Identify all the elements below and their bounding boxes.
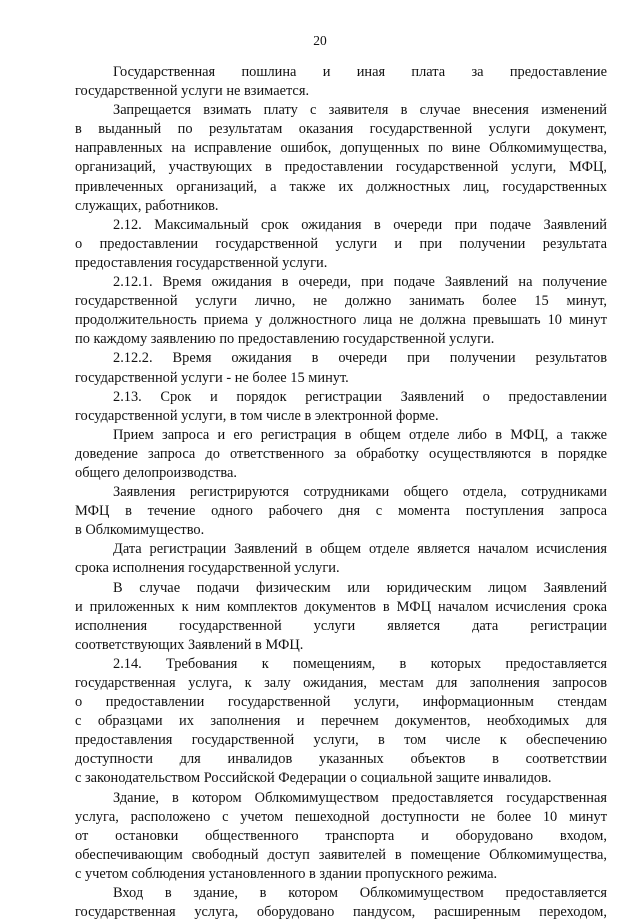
text-line: организаций, участвующих в предоставлении государственной услуги, МФЦ,	[75, 159, 607, 176]
text-line: с законодательством Российской Федерации о социальной защите инвалидов.	[75, 770, 552, 787]
text-line: доведение запроса до ответственного за обработку осуществляются в порядке	[75, 445, 607, 462]
text-line: в Облкомимущество.	[75, 522, 205, 539]
text-line: Дата регистрации Заявлений в общем отделе является началом исчисления	[113, 541, 607, 558]
text-line: с учетом соблюдения установленного в здании пропускного режима.	[75, 865, 498, 882]
text-line: государственная услуга, оборудовано пандусом, расширенным переходом,	[75, 904, 607, 921]
text-line: Заявления регистрируются сотрудниками общего отдела, сотрудниками	[113, 484, 607, 501]
text-line: 2.12.1. Время ожидания в очереди, при подаче Заявлений на получение	[113, 274, 607, 291]
text-line: обеспечивающим свободный доступ заявителей в помещение Облкомимущества,	[75, 846, 607, 863]
text-line: о предоставлении государственной услуги и при получении результата	[75, 235, 607, 252]
text-line: исполнения государственной услуги является дата регистрации	[75, 617, 607, 634]
text-line: услуга, расположено с учетом пешеходной доступности не более 10 минут	[75, 808, 607, 825]
text-line: государственной услуги лично, не должно занимать более 15 минут,	[75, 293, 607, 310]
text-line: государственная услуга, к залу ожидания, местам для заполнения запросов	[75, 675, 607, 691]
text-line: направленных на исправление ошибок, допущенных по вине Облкомимущества,	[75, 140, 607, 157]
text-line: с образцами их заполнения и перечнем документов, необходимых для	[75, 713, 607, 730]
page-number: 20	[313, 33, 327, 48]
text-line: Государственная пошлина и иная плата за предоставление	[113, 64, 607, 80]
text-line: Запрещается взимать плату с заявителя в случае внесения изменений	[113, 102, 607, 119]
text-line: по каждому заявлению по предоставлению государственной услуги.	[75, 331, 495, 348]
text-line: соответствующих Заявлений в МФЦ.	[75, 636, 304, 653]
text-line: МФЦ в течение одного рабочего дня с момента поступления запроса	[75, 503, 607, 520]
text-line: от остановки общественного транспорта и оборудовано входом,	[75, 827, 607, 844]
text-line: государственной услуги не взимается.	[75, 83, 310, 100]
text-line: 2.12. Максимальный срок ожидания в очереди при подаче Заявлений	[113, 216, 607, 233]
text-line: доступности для инвалидов указанных объектов в соответствии	[75, 751, 607, 768]
text-line: государственной услуги, в том числе в электронной форме.	[75, 407, 439, 424]
text-line: 2.13. Срок и порядок регистрации Заявлений о предоставлении	[113, 388, 607, 405]
text-line: срока исполнения государственной услуги.	[75, 560, 340, 577]
text-line: 2.14. Требования к помещениям, в которых предоставляется	[113, 655, 607, 672]
text-line: и приложенных к ним комплектов документов в МФЦ началом исчисления срока	[75, 598, 607, 615]
text-line: 2.12.2. Время ожидания в очереди при получении результатов	[113, 350, 607, 367]
text-line: о предоставлении государственной услуги, информационным стендам	[75, 694, 607, 711]
text-line: Здание, в котором Облкомимуществом предоставляется государственная	[113, 789, 607, 806]
text-line: продолжительность приема у должностного лица не должна превышать 10 минут	[75, 312, 607, 329]
text-line: В случае подачи физическим или юридическим лицом Заявлений	[113, 579, 607, 596]
text-line: привлеченных организаций, а также их должностных лиц, государственных	[75, 178, 607, 195]
text-line: Прием запроса и его регистрация в общем отделе либо в МФЦ, а также	[113, 426, 607, 443]
text-line: государственной услуги - не более 15 минут.	[75, 369, 349, 386]
text-line: предоставления государственной услуги, в том числе к обеспечению	[75, 732, 607, 749]
text-line: в выданный по результатам оказания государственной услуги документ,	[75, 121, 607, 138]
text-line: Вход в здание, в котором Облкомимуществом предоставляется	[113, 885, 607, 902]
text-line: общего делопроизводства.	[75, 464, 237, 481]
text-line: предоставления государственной услуги.	[75, 254, 328, 271]
text-line: служащих, работников.	[75, 197, 219, 214]
body-text	[75, 63, 607, 922]
